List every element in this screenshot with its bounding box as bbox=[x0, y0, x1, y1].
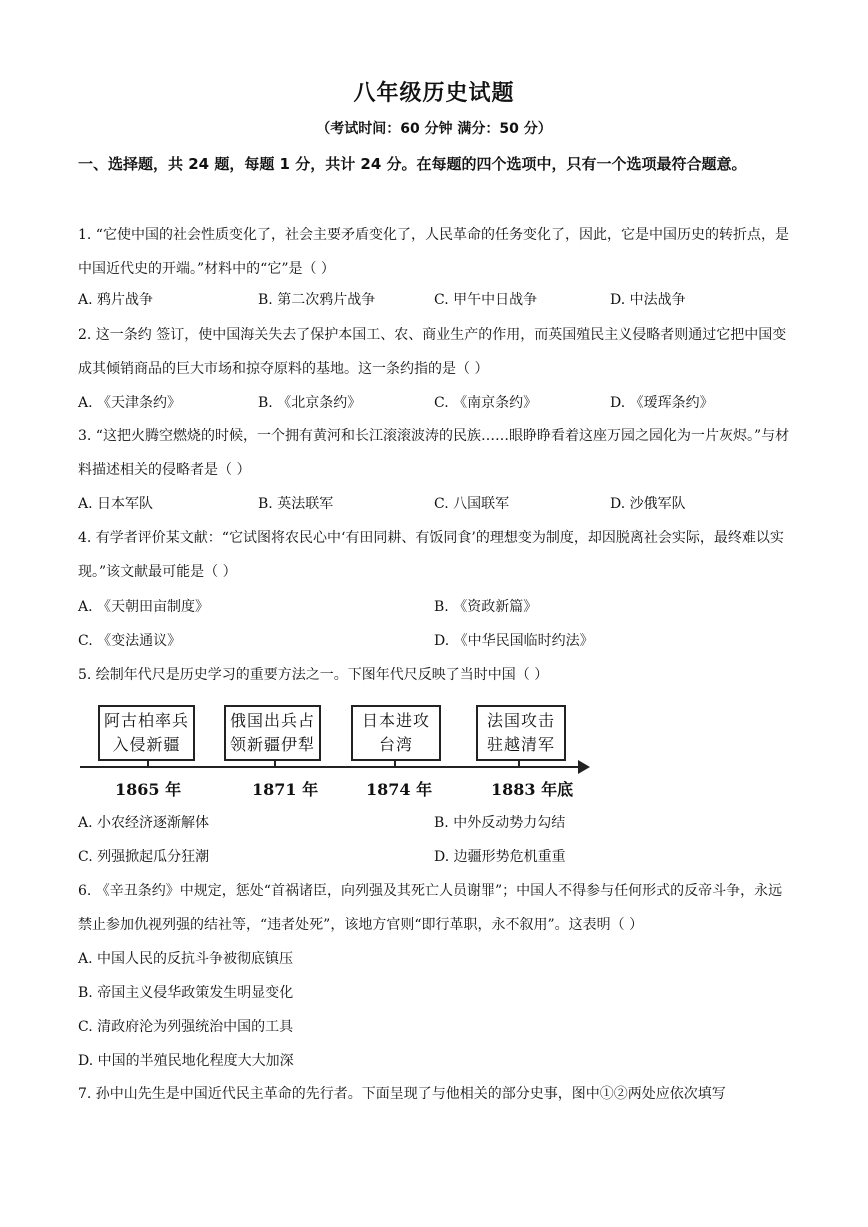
timeline-year: 1871 年 bbox=[252, 780, 319, 799]
timeline-event-line: 阿古柏率兵 bbox=[104, 711, 190, 730]
q3-option-c[interactable]: C. 八国联军 bbox=[434, 496, 510, 512]
q1-option-b[interactable]: B. 第二次鸦片战争 bbox=[258, 292, 376, 308]
q3-option-b[interactable]: B. 英法联军 bbox=[258, 496, 334, 512]
question-4-stem: 4. 有学者评价某文献：“它试图将农民心中‘有田同耕、有饭同食’的理想变为制度，却因脱离社会实际，最终难以实现。”该文献最可能是（ ） bbox=[78, 530, 784, 580]
question-6-stem: 6. 《辛丑条约》中规定，惩处“首祸诸臣，向列强及其死亡人员谢罪”；中国人不得参与任何形式的反帝斗争，永远禁止参加仇视列强的结社等，“违者处死”，该地方官则“即行革职，永不叙用”。这表明（ ） bbox=[78, 883, 783, 933]
q2-option-a[interactable]: A. 《天津条约》 bbox=[78, 395, 182, 411]
timeline-event-line: 驻越清军 bbox=[486, 735, 555, 754]
q2-option-c[interactable]: C. 《南京条约》 bbox=[434, 395, 538, 411]
timeline-event-line: 领新疆伊犁 bbox=[230, 735, 316, 754]
timeline-year: 1874 年 bbox=[366, 780, 433, 799]
timeline-event-line: 法国攻击 bbox=[486, 711, 555, 730]
exam-title: 八年级历史试题 bbox=[353, 81, 515, 106]
q6-option-a[interactable]: A. 中国人民的反抗斗争被彻底镇压 bbox=[78, 951, 294, 967]
timeline-event-line: 台湾 bbox=[378, 735, 413, 754]
question-5-stem: 5. 绘制年代尺是历史学习的重要方法之一。下图年代尺反映了当时中国（ ） bbox=[78, 667, 549, 683]
section-heading: 一、选择题，共 24 题，每题 1 分，共计 24 分。在每题的四个选项中，只有一个选项最符合题意。 bbox=[78, 155, 747, 173]
timeline-event-box bbox=[476, 705, 566, 761]
q4-option-a[interactable]: A. 《天朝田亩制度》 bbox=[78, 599, 210, 615]
question-2-stem: 2. 这一条约 签订，使中国海关失去了保护本国工、农、商业生产的作用，而英国殖民主义侵略者则通过它把中国变成其倾销商品的巨大市场和掠夺原料的基地。这一条约指的是（ ） bbox=[78, 327, 787, 377]
q2-option-b[interactable]: B. 《北京条约》 bbox=[258, 395, 362, 411]
timeline-arrow-icon bbox=[578, 760, 590, 774]
q2-option-d[interactable]: D. 《瑷珲条约》 bbox=[610, 395, 714, 411]
q5-option-c[interactable]: C. 列强掀起瓜分狂潮 bbox=[78, 849, 210, 865]
question-3-stem: 3. “这把火腾空燃烧的时候，一个拥有黄河和长江滚滚波涛的民族……眼睁睁看着这座万园之园化为一片灰烬。”与材料描述相关的侵略者是（ ） bbox=[78, 428, 790, 478]
question-1-stem: 1. “它使中国的社会性质变化了，社会主要矛盾变化了，人民革命的任务变化了，因此，它是中国历史的转折点，是中国近代史的开端。”材料中的“它”是（ ） bbox=[78, 227, 789, 277]
exam-subtitle: （考试时间：60 分钟 满分：50 分） bbox=[316, 121, 552, 137]
timeline-event-line: 日本进攻 bbox=[361, 711, 430, 730]
q3-option-a[interactable]: A. 日本军队 bbox=[78, 496, 154, 512]
timeline-event-box bbox=[98, 705, 195, 761]
q5-option-b[interactable]: B. 中外反动势力勾结 bbox=[434, 815, 566, 831]
timeline-event-line: 入侵新疆 bbox=[112, 735, 181, 754]
q1-option-d[interactable]: D. 中法战争 bbox=[610, 292, 686, 308]
q6-option-c[interactable]: C. 清政府沦为列强统治中国的工具 bbox=[78, 1019, 294, 1035]
timeline-year: 1883 年底 bbox=[491, 780, 574, 799]
q5-option-a[interactable]: A. 小农经济逐渐解体 bbox=[78, 815, 210, 831]
timeline-year: 1865 年 bbox=[115, 780, 182, 799]
q3-option-d[interactable]: D. 沙俄军队 bbox=[610, 496, 686, 512]
q6-option-b[interactable]: B. 帝国主义侵华政策发生明显变化 bbox=[78, 985, 294, 1001]
q1-option-a[interactable]: A. 鸦片战争 bbox=[78, 292, 154, 308]
timeline-event-box bbox=[224, 705, 321, 761]
q5-option-d[interactable]: D. 边疆形势危机重重 bbox=[434, 849, 566, 865]
q6-option-d[interactable]: D. 中国的半殖民地化程度大大加深 bbox=[78, 1053, 294, 1069]
timeline-axis bbox=[80, 766, 580, 768]
timeline-event-line: 俄国出兵占 bbox=[230, 711, 316, 730]
question-7-stem: 7. 孙中山先生是中国近代民主革命的先行者。下面呈现了与他相关的部分史事，图中①②两处应依次填写 bbox=[78, 1086, 726, 1102]
q4-option-b[interactable]: B. 《资政新篇》 bbox=[434, 599, 538, 615]
q4-option-c[interactable]: C. 《变法通议》 bbox=[78, 633, 182, 649]
timeline-event-box bbox=[351, 705, 441, 761]
q4-option-d[interactable]: D. 《中华民国临时约法》 bbox=[434, 633, 594, 649]
q1-option-c[interactable]: C. 甲午中日战争 bbox=[434, 292, 538, 308]
